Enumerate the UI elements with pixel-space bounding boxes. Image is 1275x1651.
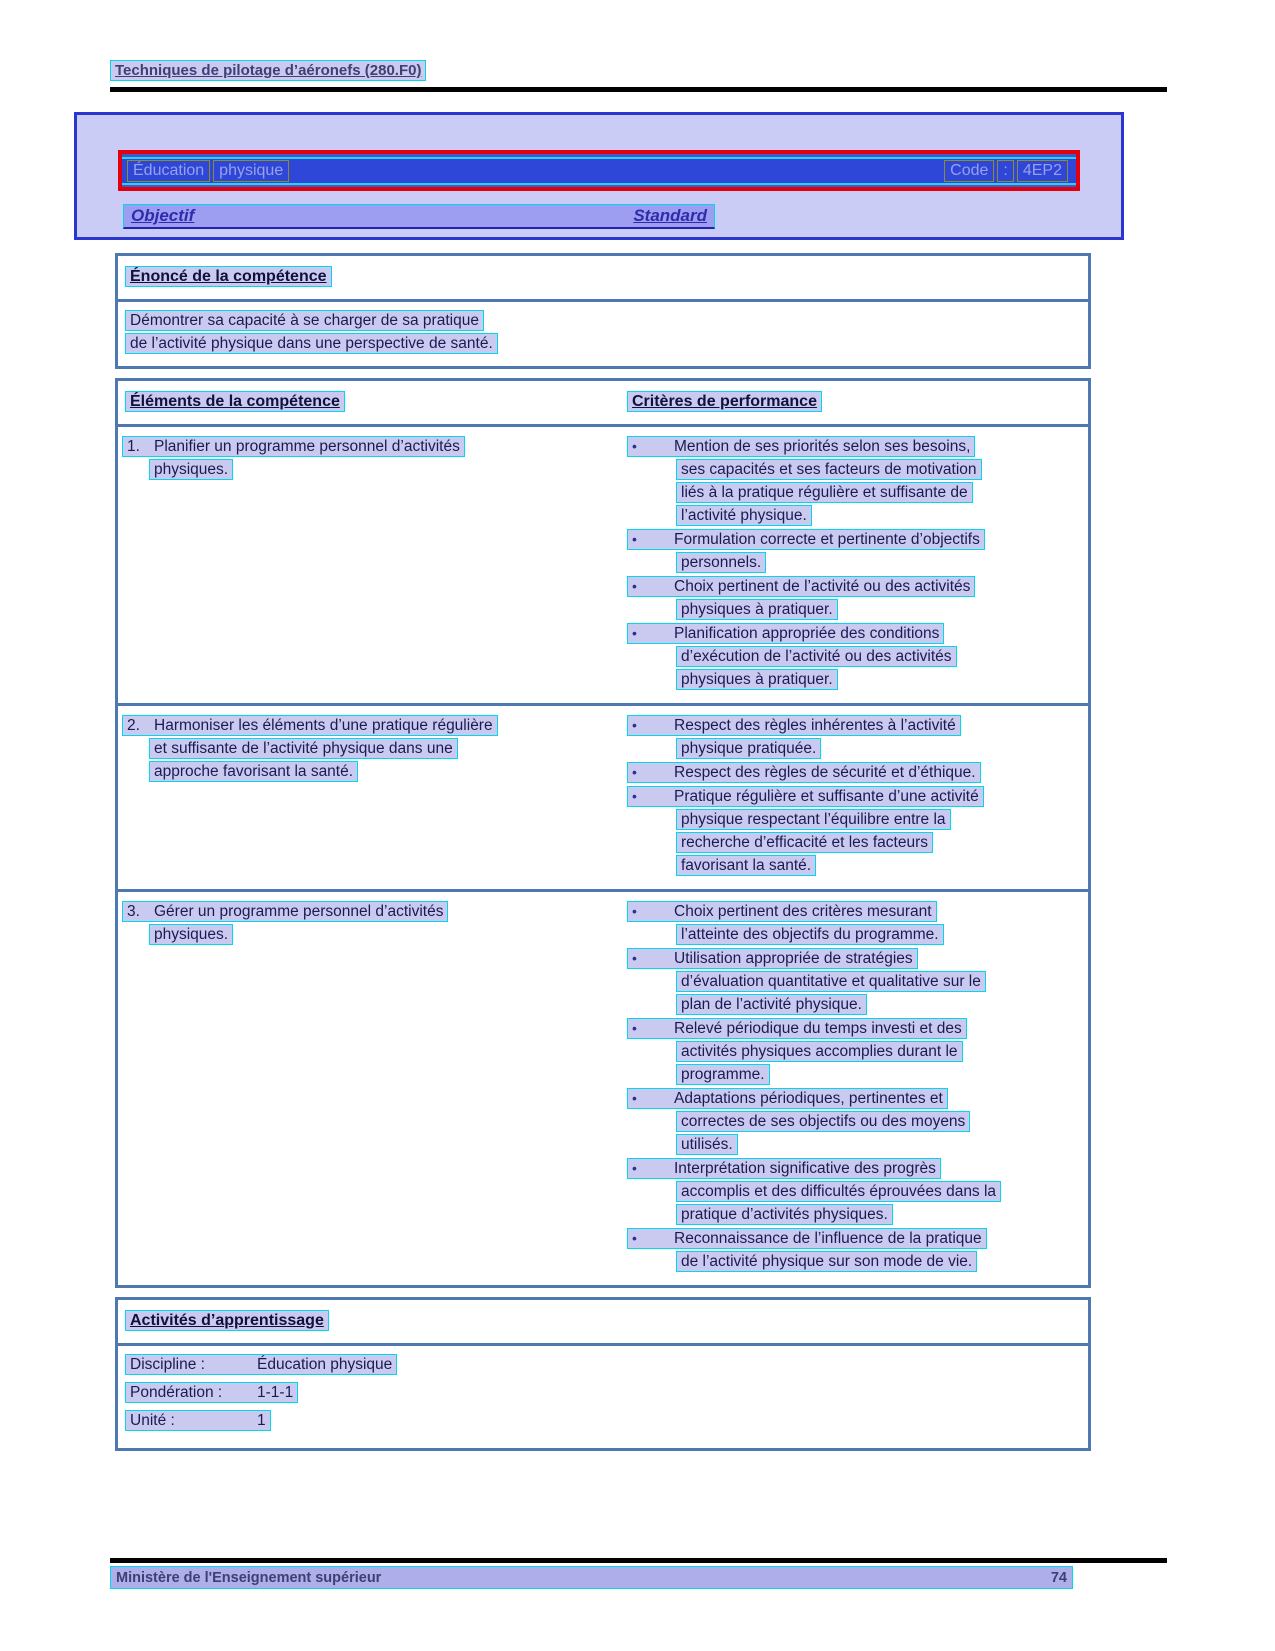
bullet-icon: • xyxy=(632,764,637,780)
enonce-line: de l’activité physique dans une perspective de santé. xyxy=(125,333,498,354)
bullet-icon: • xyxy=(632,438,637,454)
criterion-line: ses capacités et ses facteurs de motivation xyxy=(676,459,982,480)
criterion xyxy=(627,901,1088,947)
code-separator: : xyxy=(997,160,1013,182)
element-line-wrap xyxy=(122,715,627,738)
criterion-line-wrap xyxy=(627,623,1088,646)
criterion-line-wrap xyxy=(676,855,1088,878)
element-line: physiques. xyxy=(149,459,233,480)
activites-table xyxy=(115,1297,1091,1451)
criterion-line: • Utilisation appropriée de stratégies xyxy=(627,948,918,969)
element-line: approche favorisant la santé. xyxy=(149,761,358,782)
criterion-line-wrap xyxy=(676,1134,1088,1157)
page-number: 74 xyxy=(1050,1569,1067,1586)
criterion-line: plan de l’activité physique. xyxy=(676,994,867,1015)
course-code-bar xyxy=(118,150,1080,191)
criterion-line-wrap xyxy=(627,948,1088,971)
element-cell xyxy=(118,715,627,879)
criterion-line-wrap xyxy=(676,669,1088,692)
criterion-line-wrap xyxy=(627,576,1088,599)
activites-header-row xyxy=(118,1300,1088,1346)
element-line: physiques. xyxy=(149,924,233,945)
criterion-line: pratique d’activités physiques. xyxy=(676,1204,893,1225)
element-line: et suffisante de l’activité physique dans une xyxy=(149,738,458,759)
activity-label: Discipline : xyxy=(130,1356,205,1373)
criterion-line: l’atteinte des objectifs du programme. xyxy=(676,924,944,945)
criterion-line-wrap xyxy=(676,1041,1088,1064)
criterion-line: liés à la pratique régulière et suffisante de xyxy=(676,482,973,503)
competence-row xyxy=(118,706,1088,892)
element-line-wrap xyxy=(149,459,627,482)
enonce-line-wrap xyxy=(125,310,1088,333)
element-line: 3. Gérer un programme personnel d’activités xyxy=(122,901,448,922)
criterion xyxy=(627,1018,1088,1087)
criterion-line: • Reconnaissance de l’influence de la pratique xyxy=(627,1228,987,1249)
competence-row xyxy=(118,427,1088,706)
bullet-icon: • xyxy=(632,531,637,547)
objectif-heading: Objectif xyxy=(131,206,195,225)
course-title-word: Éducation xyxy=(127,160,210,182)
bullet-icon: • xyxy=(632,578,637,594)
criterion-line: programme. xyxy=(676,1064,770,1085)
standard-heading: Standard xyxy=(633,206,707,225)
code-label: Code xyxy=(944,160,994,182)
competence-rows xyxy=(118,427,1088,1285)
bullet-icon: • xyxy=(632,625,637,641)
criterion-line-wrap xyxy=(676,924,1088,947)
activites-body xyxy=(118,1346,1088,1448)
criterion-line: de l’activité physique sur son mode de vie. xyxy=(676,1251,977,1272)
enonce-line-wrap xyxy=(125,333,1088,356)
criteres-header-cell xyxy=(627,391,822,412)
criterion-line-wrap xyxy=(676,738,1088,761)
criterion-line-wrap xyxy=(676,971,1088,994)
criterion-line: • Adaptations périodiques, pertinentes et xyxy=(627,1088,948,1109)
criterion-line-wrap xyxy=(627,529,1088,552)
criterion-line: correctes de ses objectifs ou des moyens xyxy=(676,1111,970,1132)
objectif-standard-band xyxy=(123,204,715,229)
criteria-cell xyxy=(627,436,1088,693)
criterion-line: activités physiques accomplies durant le xyxy=(676,1041,963,1062)
criterion-line-wrap xyxy=(676,1111,1088,1134)
criterion-line-wrap xyxy=(627,786,1088,809)
criterion-line: • Interprétation significative des progrès xyxy=(627,1158,941,1179)
competence-row xyxy=(118,892,1088,1285)
activity-row xyxy=(125,1382,1088,1410)
criterion xyxy=(627,436,1088,528)
element-line-wrap xyxy=(122,901,627,924)
competence-table xyxy=(115,378,1091,1288)
bullet-icon: • xyxy=(632,950,637,966)
page-running-header xyxy=(110,60,426,81)
criterion-line-wrap xyxy=(627,1018,1088,1041)
element-line: 1. Planifier un programme personnel d’activités xyxy=(122,436,465,457)
running-header-text: Techniques de pilotage d’aéronefs (280.F0) xyxy=(110,60,426,81)
bullet-icon: • xyxy=(632,717,637,733)
bullet-icon: • xyxy=(632,1020,637,1036)
criterion-line: • Formulation correcte et pertinente d’objectifs xyxy=(627,529,985,550)
criteria-cell xyxy=(627,901,1088,1275)
criterion-line: • Mention de ses priorités selon ses besoins, xyxy=(627,436,975,457)
criterion-line: • Respect des règles de sécurité et d’éthique. xyxy=(627,762,981,783)
criterion-line: physique pratiquée. xyxy=(676,738,821,759)
activites-header: Activités d’apprentissage xyxy=(125,1310,329,1331)
activity-value: Éducation physique xyxy=(257,1356,393,1373)
criterion-line-wrap xyxy=(627,1088,1088,1111)
criterion-line: • Pratique régulière et suffisante d’une activité xyxy=(627,786,984,807)
element-line: 2. Harmoniser les éléments d’une pratique régulière xyxy=(122,715,498,736)
criterion-line: physiques à pratiquer. xyxy=(676,599,838,620)
bullet-icon: • xyxy=(632,788,637,804)
criterion xyxy=(627,762,1088,785)
criterion xyxy=(627,576,1088,622)
criterion-line: recherche d’efficacité et les facteurs xyxy=(676,832,933,853)
criterion-line-wrap xyxy=(676,599,1088,622)
criterion-line-wrap xyxy=(627,436,1088,459)
enonce-line: Démontrer sa capacité à se charger de sa pratique xyxy=(125,310,484,331)
criteres-header: Critères de performance xyxy=(627,391,822,412)
criterion-line-wrap xyxy=(676,994,1088,1017)
criterion-line: favorisant la santé. xyxy=(676,855,816,876)
criterion-line-wrap xyxy=(676,552,1088,575)
footer-band xyxy=(110,1566,1073,1589)
bullet-icon: • xyxy=(632,1160,637,1176)
element-number: 2. xyxy=(127,717,140,734)
criterion-line-wrap xyxy=(627,715,1088,738)
elements-header-cell xyxy=(118,391,627,412)
criterion-line: utilisés. xyxy=(676,1134,738,1155)
element-cell xyxy=(118,436,627,693)
elements-header: Éléments de la compétence xyxy=(125,391,345,412)
criterion xyxy=(627,529,1088,575)
element-line-wrap xyxy=(149,924,627,947)
element-line-wrap xyxy=(122,436,627,459)
criterion xyxy=(627,1088,1088,1157)
course-title-word: physique xyxy=(213,160,289,182)
criterion-line-wrap xyxy=(676,459,1088,482)
criterion-line: accomplis et des difficultés éprouvées dans la xyxy=(676,1181,1001,1202)
criteria-cell xyxy=(627,715,1088,879)
enonce-header: Énoncé de la compétence xyxy=(125,266,332,287)
element-cell xyxy=(118,901,627,1275)
activity-label: Pondération : xyxy=(130,1384,223,1401)
criterion-line-wrap xyxy=(627,901,1088,924)
criterion-line: • Choix pertinent des critères mesurant xyxy=(627,901,937,922)
criterion-line-wrap xyxy=(627,1228,1088,1251)
activity-line xyxy=(125,1410,271,1431)
element-number: 1. xyxy=(127,438,140,455)
criterion-line-wrap xyxy=(627,1158,1088,1181)
enonce-body xyxy=(118,302,1088,366)
criterion-line-wrap xyxy=(676,1064,1088,1087)
criterion-line-wrap xyxy=(676,1204,1088,1227)
criterion-line: • Respect des règles inhérentes à l’activité xyxy=(627,715,961,736)
criterion-line-wrap xyxy=(676,1181,1088,1204)
criterion-line-wrap xyxy=(627,762,1088,785)
criterion xyxy=(627,1228,1088,1274)
criterion-line: • Choix pertinent de l’activité ou des activités xyxy=(627,576,975,597)
activity-label: Unité : xyxy=(130,1412,175,1429)
element-line-wrap xyxy=(149,761,627,784)
element-number: 3. xyxy=(127,903,140,920)
criterion-line-wrap xyxy=(676,646,1088,669)
criterion-line-wrap xyxy=(676,505,1088,528)
criterion-line-wrap xyxy=(676,1251,1088,1274)
bullet-icon: • xyxy=(632,903,637,919)
criterion-line: personnels. xyxy=(676,552,766,573)
enonce-table xyxy=(115,253,1091,369)
code-value: 4EP2 xyxy=(1017,160,1068,182)
bullet-icon: • xyxy=(632,1230,637,1246)
criterion-line: physiques à pratiquer. xyxy=(676,669,838,690)
criterion-line: l’activité physique. xyxy=(676,505,812,526)
criterion xyxy=(627,715,1088,761)
bottom-rule xyxy=(110,1558,1167,1563)
activity-line xyxy=(125,1354,397,1375)
activity-value: 1 xyxy=(257,1412,266,1429)
activity-line xyxy=(125,1382,298,1403)
bullet-icon: • xyxy=(632,1090,637,1106)
criterion-line-wrap xyxy=(676,809,1088,832)
criterion-line-wrap xyxy=(676,832,1088,855)
criterion xyxy=(627,948,1088,1017)
activity-row xyxy=(125,1354,1088,1382)
footer-left: Ministère de l'Enseignement supérieur xyxy=(116,1569,382,1586)
criterion xyxy=(627,623,1088,692)
criterion-line: • Planification appropriée des conditions xyxy=(627,623,944,644)
activity-row xyxy=(125,1410,1088,1438)
criterion-line: • Relevé périodique du temps investi et des xyxy=(627,1018,967,1039)
criterion-line: d’exécution de l’activité ou des activités xyxy=(676,646,957,667)
criterion xyxy=(627,786,1088,878)
activity-value: 1-1-1 xyxy=(257,1384,294,1401)
course-code-band xyxy=(122,157,1076,185)
enonce-header-row xyxy=(118,256,1088,302)
course-banner xyxy=(74,112,1124,240)
element-line-wrap xyxy=(149,738,627,761)
top-rule xyxy=(110,87,1167,92)
criterion-line-wrap xyxy=(676,482,1088,505)
criterion xyxy=(627,1158,1088,1227)
criterion-line: physique respectant l’équilibre entre la xyxy=(676,809,951,830)
criterion-line: d’évaluation quantitative et qualitative sur le xyxy=(676,971,986,992)
competence-header-row xyxy=(118,381,1088,427)
